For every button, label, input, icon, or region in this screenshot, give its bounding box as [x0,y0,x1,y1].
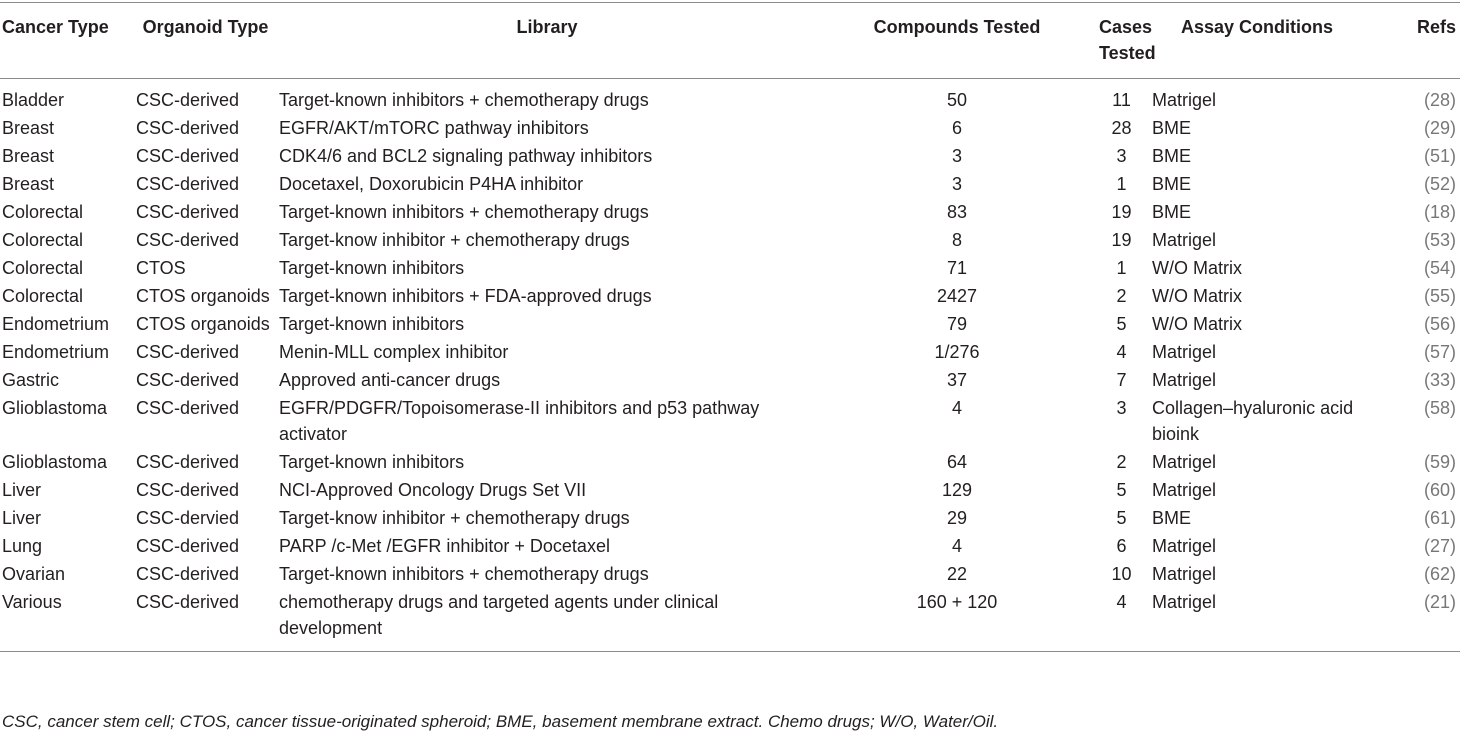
cell-assay-conditions: Matrigel [1152,536,1217,556]
cell-library: CDK4/6 and BCL2 signaling pathway inhibitors [279,146,653,166]
cell-organoid-type: CSC-derived [136,118,240,138]
cell-assay-conditions: BME [1152,146,1192,166]
cell-cases-tested: 2 [1116,452,1127,472]
cell-compounds-tested: 3 [951,174,962,194]
cell-organoid-type: CTOS organoids [136,286,270,306]
cell-library: Menin-MLL complex inhibitor [279,342,509,362]
cell-refs: (57) [1423,342,1456,362]
cell-cancer-type: Liver [2,480,42,500]
cell-cases-tested: 1 [1116,258,1127,278]
cell-organoid-type: CSC-derived [136,174,240,194]
cell-compounds-tested: 160 + 120 [916,592,998,612]
cell-refs: (55) [1423,286,1456,306]
cell-library: Target-known inhibitors + chemotherapy drugs [279,202,649,222]
cell-cases-tested: 1 [1116,174,1127,194]
cell-cases-tested: 19 [1111,202,1132,222]
cell-cases-tested: 5 [1116,314,1127,334]
table-row [0,79,1460,115]
cell-refs: (27) [1423,536,1456,556]
cell-library: Docetaxel, Doxorubicin P4HA inhibitor [279,174,584,194]
cell-refs: (51) [1423,146,1456,166]
cell-cases-tested: 5 [1116,480,1127,500]
cell-compounds-tested: 79 [946,314,968,334]
cell-cancer-type: Colorectal [2,230,84,250]
table-row [0,310,1460,338]
cell-refs: (33) [1423,370,1456,390]
cell-cases-tested: 5 [1116,508,1127,528]
cell-library: Target-know inhibitor + chemotherapy drugs [279,508,630,528]
cell-assay-conditions: Matrigel [1152,592,1217,612]
cell-cancer-type: Endometrium [2,342,110,362]
table-body [0,79,1460,652]
cell-library: EGFR/AKT/mTORC pathway inhibitors [279,118,589,138]
table-row [0,282,1460,310]
cell-assay-conditions: Matrigel [1152,370,1217,390]
cell-cases-tested: 10 [1111,564,1132,584]
column-header-assay-conditions: Assay Conditions [1181,17,1334,37]
cell-compounds-tested: 83 [946,202,968,222]
cell-compounds-tested: 64 [946,452,968,472]
cell-assay-conditions: BME [1152,202,1192,222]
table-row [0,254,1460,282]
cell-cases-tested: 3 [1116,398,1127,418]
cell-library: Target-known inhibitors [279,258,465,278]
cell-cancer-type: Bladder [2,90,65,110]
cell-cancer-type: Glioblastoma [2,398,108,418]
cell-cancer-type: Various [2,592,62,612]
cell-organoid-type: CSC-dervied [136,508,240,528]
cell-assay-conditions: Matrigel [1152,342,1217,362]
cell-cancer-type: Breast [2,174,55,194]
table-row [0,588,1460,652]
cell-refs: (18) [1423,202,1456,222]
column-header-cancer-type: Cancer Type [2,17,109,37]
table-row [0,366,1460,394]
table-row [0,338,1460,366]
cell-library: Target-known inhibitors [279,452,465,472]
table-row [0,226,1460,254]
cell-assay-conditions: Matrigel [1152,230,1217,250]
cell-assay-conditions: Matrigel [1152,564,1217,584]
cell-organoid-type: CTOS [136,258,186,278]
cell-compounds-tested: 2427 [936,286,978,306]
cell-library: Target-known inhibitors + chemotherapy drugs [279,564,649,584]
table-row [0,504,1460,532]
cell-cancer-type: Gastric [2,370,60,390]
cell-compounds-tested: 1/276 [934,342,980,362]
column-header-compounds-tested: Compounds Tested [873,17,1041,37]
cell-assay-conditions: W/O Matrix [1152,314,1242,334]
cell-library: Target-know inhibitor + chemotherapy drugs [279,230,630,250]
cell-cancer-type: Breast [2,118,55,138]
cell-refs: (58) [1423,398,1456,418]
cell-cancer-type: Liver [2,508,42,528]
drug-screening-table [0,2,1460,652]
cell-organoid-type: CSC-derived [136,592,240,612]
cell-library: Target-known inhibitors + chemotherapy drugs [279,90,649,110]
cell-cases-tested: 2 [1116,286,1127,306]
cell-library: chemotherapy drugs and targeted agents under clinical development [279,592,719,638]
cell-compounds-tested: 3 [951,146,962,166]
cell-organoid-type: CSC-derived [136,370,240,390]
cell-organoid-type: CSC-derived [136,342,240,362]
cell-assay-conditions: Collagen–hyaluronic acid bioink [1152,398,1354,444]
cell-assay-conditions: W/O Matrix [1152,258,1242,278]
cell-library: NCI-Approved Oncology Drugs Set VII [279,480,587,500]
cell-compounds-tested: 22 [946,564,968,584]
cell-assay-conditions: W/O Matrix [1152,286,1242,306]
cell-organoid-type: CSC-derived [136,480,240,500]
cell-library: Target-known inhibitors [279,314,465,334]
cell-organoid-type: CSC-derived [136,90,240,110]
cell-cases-tested: 7 [1116,370,1127,390]
cell-refs: (61) [1423,508,1456,528]
cell-cancer-type: Colorectal [2,202,84,222]
table-row [0,114,1460,142]
cell-assay-conditions: BME [1152,508,1192,528]
cell-organoid-type: CSC-derived [136,564,240,584]
table-row [0,448,1460,476]
cell-library: Approved anti-cancer drugs [279,370,501,390]
cell-cancer-type: Colorectal [2,258,84,278]
cell-compounds-tested: 50 [946,90,968,110]
table-row [0,476,1460,504]
cell-refs: (53) [1423,230,1456,250]
cell-cancer-type: Lung [2,536,43,556]
cell-refs: (29) [1423,118,1456,138]
cell-library: EGFR/PDGFR/Topoisomerase-II inhibitors and p53 pathway activator [279,398,760,444]
cell-refs: (59) [1423,452,1456,472]
cell-assay-conditions: Matrigel [1152,90,1217,110]
cell-refs: (52) [1423,174,1456,194]
cell-compounds-tested: 4 [951,536,962,556]
cell-organoid-type: CSC-derived [136,146,240,166]
cell-cancer-type: Glioblastoma [2,452,108,472]
cell-cancer-type: Endometrium [2,314,110,334]
column-header-refs: Refs [1416,17,1456,37]
cell-compounds-tested: 6 [951,118,962,138]
column-header-organoid-type: Organoid Type [142,17,269,37]
cell-cases-tested: 3 [1116,146,1127,166]
cell-refs: (62) [1423,564,1456,584]
column-header-cases-tested: Cases Tested [1099,17,1156,63]
cell-cases-tested: 11 [1112,90,1131,110]
cell-compounds-tested: 29 [946,508,968,528]
cell-refs: (28) [1423,90,1456,110]
cell-refs: (60) [1423,480,1456,500]
cell-cancer-type: Ovarian [2,564,66,584]
cell-compounds-tested: 4 [951,398,962,418]
cell-cases-tested: 4 [1116,592,1127,612]
cell-compounds-tested: 37 [946,370,968,390]
cell-organoid-type: CSC-derived [136,230,240,250]
cell-cancer-type: Colorectal [2,286,84,306]
cell-library: Target-known inhibitors + FDA-approved drugs [279,286,652,306]
cell-assay-conditions: Matrigel [1152,452,1217,472]
cell-library: PARP /c-Met /EGFR inhibitor + Docetaxel [279,536,610,556]
cell-cases-tested: 28 [1111,118,1132,138]
cell-organoid-type: CSC-derived [136,452,240,472]
table-footnote: CSC, cancer stem cell; CTOS, cancer tissue-originated spheroid; BME, basement membrane extract. Chemo drugs; W/O, Water/Oil. [2,712,999,731]
cell-cancer-type: Breast [2,146,55,166]
cell-compounds-tested: 129 [941,480,973,500]
cell-compounds-tested: 71 [946,258,968,278]
cell-refs: (21) [1423,592,1456,612]
table-row [0,532,1460,560]
cell-assay-conditions: Matrigel [1152,480,1217,500]
cell-organoid-type: CSC-derived [136,536,240,556]
cell-cases-tested: 4 [1116,342,1127,362]
column-header-library: Library [516,17,578,37]
cell-refs: (56) [1423,314,1456,334]
table-row [0,560,1460,588]
cell-cases-tested: 19 [1111,230,1132,250]
table-row [0,198,1460,226]
cell-organoid-type: CSC-derived [136,398,240,418]
cell-assay-conditions: BME [1152,118,1192,138]
cell-organoid-type: CTOS organoids [136,314,270,334]
table-row [0,142,1460,170]
cell-compounds-tested: 8 [951,230,962,250]
header-row [0,3,1460,79]
cell-organoid-type: CSC-derived [136,202,240,222]
cell-cases-tested: 6 [1116,536,1127,556]
cell-refs: (54) [1423,258,1456,278]
table-row [0,394,1460,448]
table-header [0,3,1460,79]
table-row [0,170,1460,198]
cell-assay-conditions: BME [1152,174,1192,194]
